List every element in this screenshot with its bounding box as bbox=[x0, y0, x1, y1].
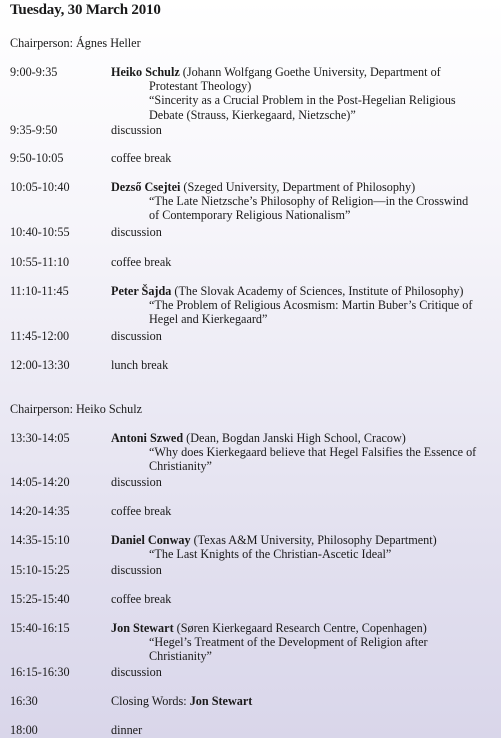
speaker-affiliation-cont: Protestant Theology) bbox=[149, 79, 252, 94]
session-text: coffee break bbox=[111, 592, 172, 606]
session-text: discussion bbox=[111, 329, 162, 343]
session-time: 16:15-16:30 bbox=[10, 665, 70, 679]
talk-title-cont: Debate (Strauss, Kierkegaard, Nietzsche)” bbox=[149, 107, 356, 122]
day-heading: Tuesday, 30 March 2010 bbox=[10, 2, 161, 18]
session-text: coffee break bbox=[111, 504, 172, 518]
session-text: discussion bbox=[111, 563, 162, 577]
session-time: 10:40-10:55 bbox=[10, 225, 70, 239]
talk-title-cont: of Contemporary Religious Nationalism” bbox=[149, 208, 351, 223]
session-time: 15:25-15:40 bbox=[10, 592, 70, 606]
session-time: 16:30 bbox=[10, 694, 38, 708]
session-time: 13:30-14:05 bbox=[10, 431, 70, 445]
session-text: dinner bbox=[111, 723, 143, 737]
session-time: 12:00-13:30 bbox=[10, 358, 70, 372]
session-text: coffee break bbox=[111, 255, 172, 269]
talk-title: “The Problem of Religious Acosmism: Martin Buber’s Critique of bbox=[149, 298, 473, 313]
session-text: Closing Words: bbox=[111, 694, 190, 708]
speaker-name: Daniel Conway bbox=[111, 533, 191, 547]
session-description bbox=[111, 694, 491, 708]
session-description bbox=[111, 533, 491, 561]
speaker-name: Jon Stewart bbox=[111, 621, 174, 635]
session-time: 15:40-16:15 bbox=[10, 621, 70, 635]
session-time: 9:00-9:35 bbox=[10, 65, 58, 79]
talk-title: “Why does Kierkegaard believe that Hegel Falsifies the Essence of bbox=[149, 445, 477, 460]
session-time: 9:35-9:50 bbox=[10, 123, 58, 137]
session-description bbox=[111, 180, 491, 223]
talk-title-cont: Hegel and Kierkegaard” bbox=[149, 312, 268, 327]
session-description bbox=[111, 284, 491, 327]
talk-title-cont: Christianity” bbox=[149, 649, 212, 664]
talk-title-cont: Christianity” bbox=[149, 459, 212, 474]
session-time: 11:10-11:45 bbox=[10, 284, 69, 298]
session-time: 18:00 bbox=[10, 723, 38, 737]
speaker-affiliation: (The Slovak Academy of Sciences, Institute of Philosophy) bbox=[171, 284, 464, 298]
chairperson-1: Chairperson: Ágnes Heller bbox=[10, 36, 141, 50]
session-time: 14:20-14:35 bbox=[10, 504, 70, 518]
session-description bbox=[111, 431, 491, 474]
talk-title: “Sincerity as a Crucial Problem in the Post-Hegelian Religious bbox=[149, 93, 456, 108]
speaker-name: Heiko Schulz bbox=[111, 65, 180, 79]
speaker-affiliation: (Texas A&M University, Philosophy Department) bbox=[190, 533, 437, 547]
chairperson-2: Chairperson: Heiko Schulz bbox=[10, 402, 143, 416]
session-time: 11:45-12:00 bbox=[10, 329, 70, 343]
speaker-name: Peter Šajda bbox=[111, 284, 172, 298]
speaker-name: Dezső Csejtei bbox=[111, 180, 181, 194]
talk-title: “The Last Knights of the Christian-Ascetic Ideal” bbox=[149, 547, 392, 562]
speaker-affiliation: (Johann Wolfgang Goethe University, Department of bbox=[179, 65, 441, 79]
talk-title: “Hegel’s Treatment of the Development of Religion after bbox=[149, 635, 428, 650]
session-text: coffee break bbox=[111, 151, 172, 165]
session-text: discussion bbox=[111, 475, 162, 489]
session-text: lunch break bbox=[111, 358, 169, 372]
session-text: discussion bbox=[111, 123, 162, 137]
speaker-affiliation: (Szeged University, Department of Philosophy) bbox=[180, 180, 416, 194]
session-text: discussion bbox=[111, 665, 162, 679]
session-time: 10:05-10:40 bbox=[10, 180, 70, 194]
session-text: discussion bbox=[111, 225, 162, 239]
session-description bbox=[111, 621, 491, 664]
speaker-name: Antoni Szwed bbox=[111, 431, 184, 445]
session-time: 14:35-15:10 bbox=[10, 533, 70, 547]
speaker-affiliation: (Søren Kierkegaard Research Centre, Copenhagen) bbox=[173, 621, 427, 635]
talk-title: “The Late Nietzsche’s Philosophy of Religion—in the Crosswind bbox=[149, 194, 469, 209]
speaker-name: Jon Stewart bbox=[189, 694, 253, 708]
session-description bbox=[111, 65, 491, 122]
speaker-affiliation: (Dean, Bogdan Janski High School, Cracow) bbox=[183, 431, 406, 445]
session-time: 9:50-10:05 bbox=[10, 151, 64, 165]
session-time: 15:10-15:25 bbox=[10, 563, 70, 577]
session-time: 10:55-11:10 bbox=[10, 255, 70, 269]
session-time: 14:05-14:20 bbox=[10, 475, 70, 489]
